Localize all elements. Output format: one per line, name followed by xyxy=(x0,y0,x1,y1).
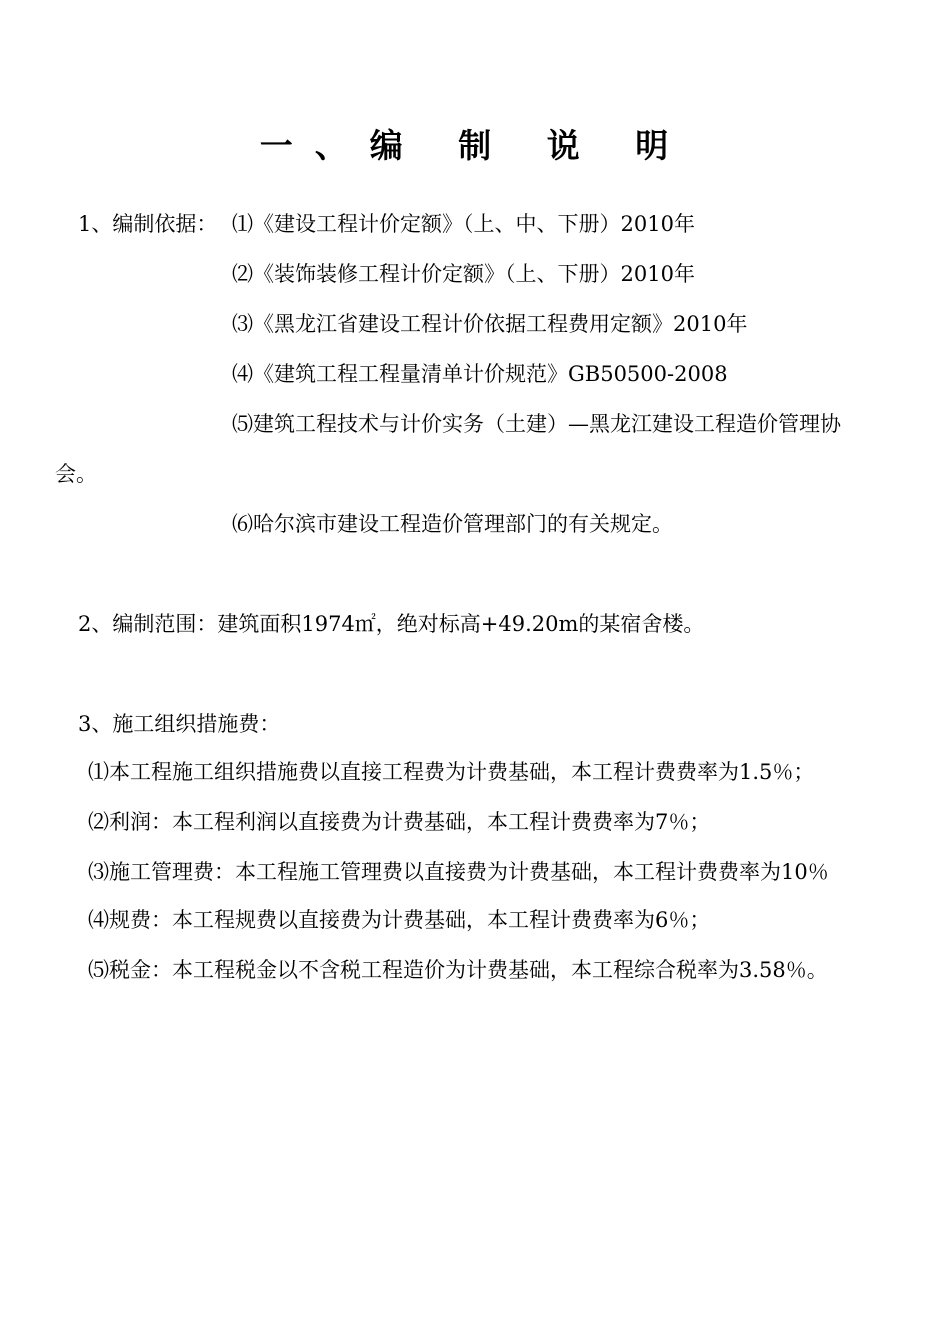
section3-heading: 3、施工组织措施费： xyxy=(78,712,281,736)
section1-heading: 1、编制依据： xyxy=(78,212,218,236)
fee-item-3: ⑶施工管理费：本工程施工管理费以直接费为计费基础，本工程计费费率为10％ xyxy=(88,860,829,884)
basis-item-4: ⑷《建筑工程工程量清单计价规范》GB50500-2008 xyxy=(232,362,728,386)
basis-item-6: ⑹哈尔滨市建设工程造价管理部门的有关规定。 xyxy=(232,512,673,536)
fee-item-4: ⑷规费：本工程规费以直接费为计费基础，本工程计费费率为6％； xyxy=(88,908,711,932)
basis-item-5-continuation: 会。 xyxy=(55,462,97,486)
section2-scope: 2、编制范围：建筑面积1974㎡，绝对标高+49.20m的某宿舍楼。 xyxy=(78,612,705,636)
fee-item-2: ⑵利润：本工程利润以直接费为计费基础，本工程计费费率为7％； xyxy=(88,810,711,834)
basis-item-5: ⑸建筑工程技术与计价实务（土建）—黑龙江建设工程造价管理协 xyxy=(232,412,841,436)
fee-item-1: ⑴本工程施工组织措施费以直接工程费为计费基础，本工程计费费率为1.5％； xyxy=(88,760,815,784)
fee-item-5: ⑸税金：本工程税金以不含税工程造价为计费基础，本工程综合税率为3.58％。 xyxy=(88,958,828,982)
basis-item-1: ⑴《建设工程计价定额》（上、中、下册）2010年 xyxy=(232,212,695,236)
basis-item-2: ⑵《装饰装修工程计价定额》（上、下册）2010年 xyxy=(232,262,695,286)
basis-item-3: ⑶《黑龙江省建设工程计价依据工程费用定额》2010年 xyxy=(232,312,748,336)
page-title: 一、编 制 说 明 xyxy=(259,126,691,165)
